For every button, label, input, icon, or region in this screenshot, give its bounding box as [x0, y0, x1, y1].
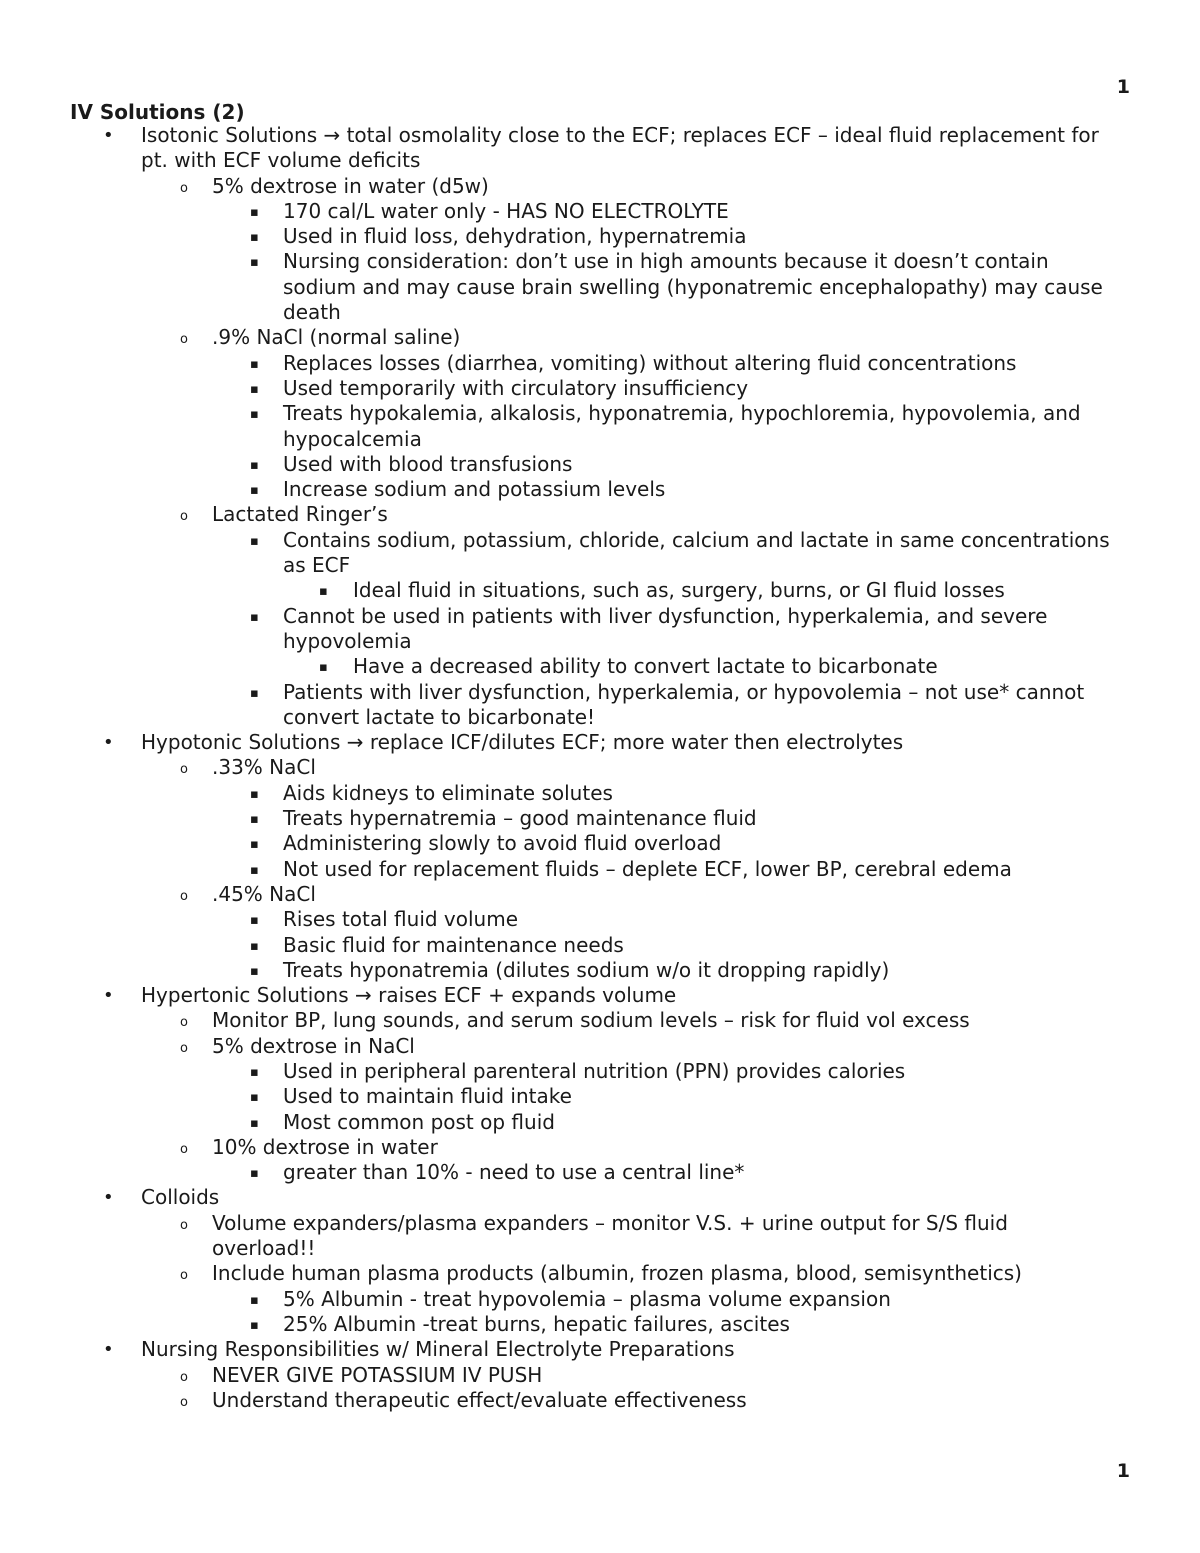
list-item-text: Ideal fluid in situations, such as, surgery, burns, or GI fluid losses: [353, 578, 1005, 603]
bullet-marker: o: [180, 1217, 188, 1233]
list-item-text: Volume expanders/plasma expanders – monitor V.S. + urine output for S/S fluid overload!!: [212, 1210, 1008, 1261]
list-item: [0, 401, 1200, 452]
bullet-marker: ▪: [319, 584, 328, 600]
list-item-text: Administering slowly to avoid fluid overload: [283, 831, 722, 856]
bullet-marker: •: [103, 125, 114, 146]
sublist-container: [0, 654, 1200, 679]
list-item-text: Treats hyponatremia (dilutes sodium w/o it dropping rapidly): [283, 957, 890, 982]
list-item: [0, 1185, 1200, 1210]
outline-level-3-list: [0, 781, 1200, 882]
bullet-marker: o: [180, 1141, 188, 1157]
sublist-container: [0, 1160, 1200, 1185]
list-item: [0, 502, 1200, 527]
bullet-marker: ▪: [250, 204, 259, 220]
bullet-marker: ▪: [319, 660, 328, 676]
bullet-marker: o: [180, 332, 188, 348]
outline-level-3-list: [0, 351, 1200, 503]
list-item: [0, 1110, 1200, 1135]
list-item: [0, 325, 1200, 350]
list-item-text: Include human plasma products (albumin, frozen plasma, blood, semisynthetics): [212, 1261, 1022, 1286]
list-item-text: Nursing consideration: don’t use in high amounts because it doesn’t contain sodium and may cause brain swelling (hyponatremic encephalopathy) may cause death: [283, 249, 1103, 325]
bullet-marker: o: [180, 1394, 188, 1410]
outline-level-2-list: [0, 1211, 1200, 1337]
page-number-top: 1: [1116, 76, 1130, 98]
list-item: [0, 1287, 1200, 1312]
list-item-text: 5% dextrose in water (d5w): [212, 173, 489, 198]
outline-level-4-list: [0, 654, 1200, 679]
bullet-marker: ▪: [250, 533, 259, 549]
list-item: [0, 1337, 1200, 1362]
list-item-text: Used to maintain fluid intake: [283, 1084, 572, 1109]
bullet-marker: ▪: [250, 1064, 259, 1080]
bullet-marker: ▪: [250, 381, 259, 397]
list-item-text: Used in peripheral parenteral nutrition (PPN) provides calories: [283, 1058, 906, 1083]
bullet-marker: •: [103, 1339, 114, 1361]
list-item-text: .9% NaCl (normal saline): [212, 325, 461, 350]
list-item: [0, 199, 1200, 224]
page-number-bottom: 1: [1116, 1460, 1130, 1482]
bullet-marker: ▪: [250, 1292, 259, 1308]
bullet-marker: ▪: [250, 407, 259, 423]
list-item-text: Cannot be used in patients with liver dysfunction, hyperkalemia, and severe hypovolemia: [283, 603, 1048, 653]
list-item-text: greater than 10% - need to use a central line*: [283, 1160, 745, 1185]
list-item: [0, 249, 1200, 325]
sublist-container: [0, 755, 1200, 983]
bullet-marker: o: [180, 1040, 188, 1056]
bullet-marker: ▪: [250, 1090, 259, 1106]
list-item-text: NEVER GIVE POTASSIUM IV PUSH: [212, 1362, 543, 1387]
list-item: [0, 604, 1200, 655]
list-item: [0, 958, 1200, 983]
bullet-marker: o: [180, 509, 188, 525]
list-item: [0, 933, 1200, 958]
outline-level-3-list: [0, 1059, 1200, 1135]
list-item: [0, 654, 1200, 679]
bullet-marker: ▪: [250, 812, 259, 828]
list-item-text: Isotonic Solutions → total osmolality close to the ECF; replaces ECF – ideal fluid replacement for pt. with ECF volume deficits: [141, 123, 1099, 173]
outline-level-3-list: [0, 907, 1200, 983]
outline-level-2-list: [0, 1363, 1200, 1414]
list-item: [0, 578, 1200, 603]
list-item-text: Replaces losses (diarrhea, vomiting) without altering fluid concentrations: [283, 350, 1017, 375]
outline-level-4-list: [0, 578, 1200, 603]
list-item: [0, 224, 1200, 249]
list-item-text: Understand therapeutic effect/evaluate effectiveness: [212, 1387, 747, 1412]
list-item-text: Contains sodium, potassium, chloride, calcium and lactate in same concentrations as ECF: [283, 527, 1110, 578]
list-item-text: Used with blood transfusions: [283, 451, 573, 476]
sublist-container: [0, 1008, 1200, 1185]
list-item-text: Not used for replacement fluids – deplete ECF, lower BP, cerebral edema: [283, 856, 1012, 881]
list-item: [0, 907, 1200, 932]
list-item-text: 5% dextrose in NaCl: [212, 1033, 415, 1058]
sublist-container: [0, 1059, 1200, 1135]
list-item: [0, 755, 1200, 780]
list-item-text: 5% Albumin - treat hypovolemia – plasma volume expansion: [283, 1286, 891, 1311]
bullet-marker: o: [180, 1268, 188, 1284]
bullet-marker: ▪: [250, 483, 259, 499]
bullet-marker: o: [180, 888, 188, 904]
list-item: [0, 1261, 1200, 1286]
list-item: [0, 1135, 1200, 1160]
list-item: [0, 1312, 1200, 1337]
list-item-text: 25% Albumin -treat burns, hepatic failures, ascites: [283, 1311, 790, 1336]
list-item: [0, 1034, 1200, 1059]
list-item: [0, 123, 1200, 174]
bullet-marker: ▪: [250, 963, 259, 979]
list-item: [0, 857, 1200, 882]
bullet-marker: o: [180, 1015, 188, 1031]
list-item: [0, 452, 1200, 477]
list-item-text: 10% dextrose in water: [212, 1134, 438, 1159]
list-item: [0, 1363, 1200, 1388]
list-item: [0, 1388, 1200, 1413]
list-item: [0, 806, 1200, 831]
bullet-marker: ▪: [250, 837, 259, 853]
list-item-text: Aids kidneys to eliminate solutes: [283, 780, 613, 805]
outline-level-2-list: [0, 174, 1200, 731]
outline-level-2-list: [0, 755, 1200, 983]
list-item: [0, 730, 1200, 755]
list-item-text: .33% NaCl: [212, 755, 316, 780]
bullet-marker: ▪: [250, 457, 259, 473]
document-title: IV Solutions (2): [70, 100, 245, 124]
sublist-container: [0, 578, 1200, 603]
sublist-container: [0, 1363, 1200, 1414]
list-item-text: Have a decreased ability to convert lactate to bicarbonate: [353, 654, 938, 679]
sublist-container: [0, 1287, 1200, 1338]
list-item: [0, 1059, 1200, 1084]
bullet-marker: ▪: [250, 913, 259, 929]
outline-level-3-list: [0, 199, 1200, 325]
outline-level-3-list: [0, 1287, 1200, 1338]
sublist-container: [0, 528, 1200, 730]
bullet-marker: ▪: [250, 685, 259, 701]
bullet-marker: ▪: [250, 609, 259, 625]
sublist-container: [0, 174, 1200, 731]
bullet-marker: o: [180, 180, 188, 196]
list-item: [0, 1008, 1200, 1033]
bullet-marker: ▪: [250, 356, 259, 372]
sublist-container: [0, 351, 1200, 503]
sublist-container: [0, 1211, 1200, 1337]
bullet-marker: ▪: [250, 255, 259, 271]
list-item-text: Rises total fluid volume: [283, 907, 519, 932]
outline-level-3-list: [0, 1160, 1200, 1185]
bullet-marker: o: [180, 1369, 188, 1385]
bullet-marker: ▪: [250, 938, 259, 954]
list-item: [0, 781, 1200, 806]
list-item: [0, 983, 1200, 1008]
list-item: [0, 351, 1200, 376]
list-item-text: Basic fluid for maintenance needs: [283, 932, 624, 957]
list-item: [0, 376, 1200, 401]
sublist-container: [0, 907, 1200, 983]
list-item: [0, 680, 1200, 731]
list-item-text: Treats hypernatremia – good maintenance fluid: [283, 806, 757, 831]
list-item-text: Used temporarily with circulatory insufficiency: [283, 375, 749, 400]
outline-level-3-list: [0, 528, 1200, 730]
bullet-marker: o: [180, 762, 188, 778]
list-item: [0, 174, 1200, 199]
list-item-text: Monitor BP, lung sounds, and serum sodium levels – risk for fluid vol excess: [212, 1008, 970, 1033]
list-item-text: .45% NaCl: [212, 881, 316, 906]
list-item-text: Nursing Responsibilities w/ Mineral Electrolyte Preparations: [141, 1337, 735, 1362]
bullet-marker: ▪: [250, 1115, 259, 1131]
outline-level-1-list: [0, 123, 1200, 1413]
bullet-marker: ▪: [250, 1166, 259, 1182]
bullet-marker: ▪: [250, 786, 259, 802]
list-item-text: Lactated Ringer’s: [212, 502, 388, 527]
list-item-text: 170 cal/L water only - HAS NO ELECTROLYTE: [283, 198, 729, 223]
outline-list: [0, 123, 1200, 1413]
list-item-text: Increase sodium and potassium levels: [283, 477, 666, 502]
list-item-text: Patients with liver dysfunction, hyperkalemia, or hypovolemia – not use* cannot convert lactate to bicarbonate!: [283, 679, 1085, 729]
list-item-text: Colloids: [141, 1185, 220, 1210]
list-item: [0, 477, 1200, 502]
list-item-text: Treats hypokalemia, alkalosis, hyponatremia, hypochloremia, hypovolemia, and hypocalcemia: [283, 401, 1081, 451]
list-item-text: Most common post op fluid: [283, 1109, 555, 1134]
bullet-marker: •: [103, 732, 114, 754]
list-item: [0, 1084, 1200, 1109]
list-item: [0, 528, 1200, 579]
bullet-marker: •: [103, 1187, 114, 1209]
bullet-marker: ▪: [250, 230, 259, 246]
sublist-container: [0, 781, 1200, 882]
outline-level-2-list: [0, 1008, 1200, 1185]
list-item-text: Used in fluid loss, dehydration, hypernatremia: [283, 224, 747, 249]
bullet-marker: ▪: [250, 1317, 259, 1333]
list-item: [0, 831, 1200, 856]
sublist-container: [0, 199, 1200, 325]
list-item-text: Hypertonic Solutions → raises ECF + expands volume: [141, 983, 677, 1008]
list-item: [0, 1160, 1200, 1185]
list-item: [0, 882, 1200, 907]
list-item-text: Hypotonic Solutions → replace ICF/dilutes ECF; more water then electrolytes: [141, 730, 904, 755]
bullet-marker: •: [103, 985, 114, 1007]
bullet-marker: ▪: [250, 862, 259, 878]
list-item: [0, 1211, 1200, 1262]
